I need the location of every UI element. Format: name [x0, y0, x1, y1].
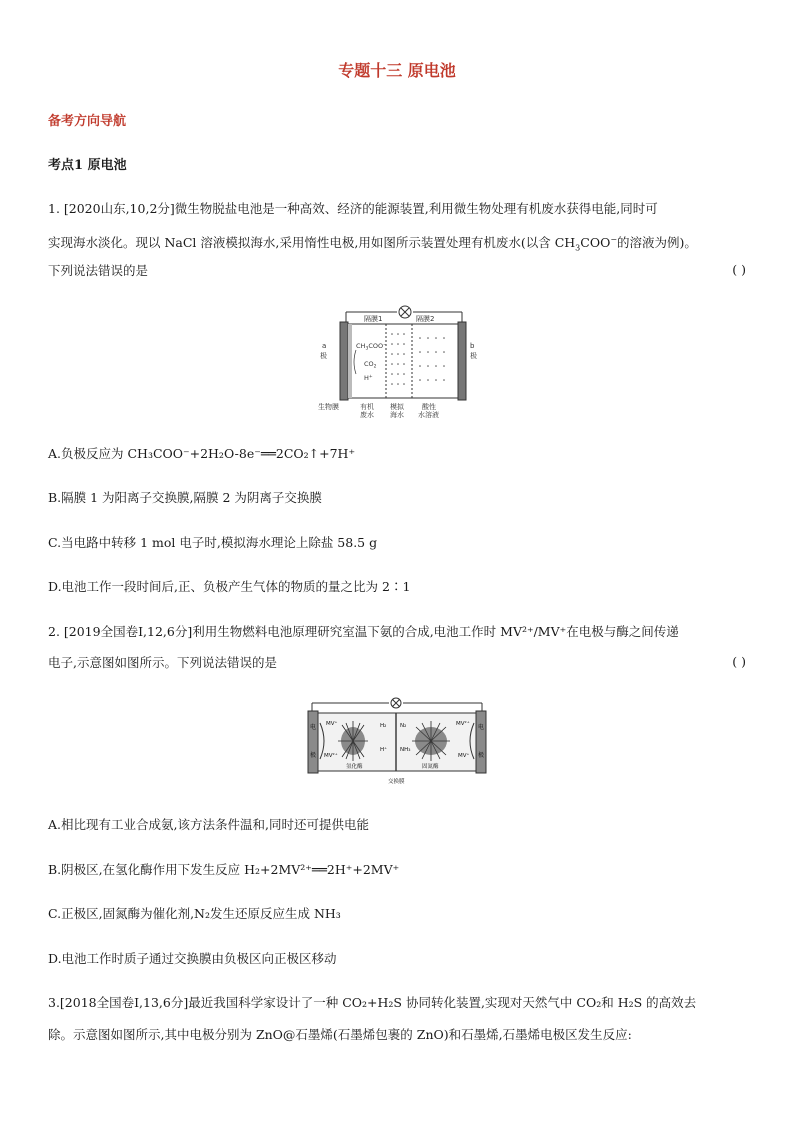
q2-left-electrode: [308, 711, 318, 773]
label-membrane1: 隔膜1: [364, 315, 383, 323]
caption-biofilm: 生物膜: [318, 403, 339, 411]
q2-label-mvplus-left: MV⁺: [326, 721, 338, 727]
q2-label-enzyme2: 固氮酶: [422, 764, 439, 770]
q1-option-c: C.当电路中转移 1 mol 电子时,模拟海水理论上除盐 58.5 g: [48, 535, 378, 550]
q2-label-nh3: NH₃: [400, 747, 411, 753]
q2-label-enzyme1: 氢化酶: [346, 764, 363, 770]
q2-stem-line1: 2. [2019全国卷Ⅰ,12,6分]利用生物燃料电池原理研究室温下氨的合成,电池工作时 MV²⁺/MV⁺在电极与酶之间传递: [48, 624, 679, 639]
label-a-pole: 极: [320, 352, 327, 360]
q2-label-h2: H₂: [380, 723, 387, 729]
electrode-a: [340, 322, 348, 400]
q2-option-c: C.正极区,固氮酶为催化剂,N₂发生还原反应生成 NH₃: [48, 906, 341, 921]
caption-acid1: 酸性: [422, 403, 436, 411]
label-co2: $CO_2$: [364, 360, 377, 370]
q1-stem-line3: 下列说法错误的是: [48, 263, 149, 278]
q2-label-n2: N₂: [400, 723, 407, 729]
caption-organic2: 废水: [360, 411, 374, 418]
label-b-pole: 极: [470, 352, 477, 360]
electrode-b: [458, 322, 466, 400]
label-ch3coo: $CH_3COO^-$: [356, 342, 387, 352]
q2-answer-paren: ( ): [732, 654, 746, 669]
q2-label-left1: 电: [310, 724, 317, 731]
caption-sea2: 海水: [390, 411, 404, 418]
q1-option-b: B.隔膜 1 为阳离子交换膜,隔膜 2 为阴离子交换膜: [48, 490, 322, 505]
label-hplus: H+: [364, 374, 373, 382]
section-heading: 备考方向导航: [48, 114, 127, 129]
q2-option-d: D.电池工作时质子通过交换膜由负极区向正极区移动: [48, 951, 337, 966]
q2-label-membrane: 交换膜: [388, 779, 405, 785]
q2-label-mvplus-right: MV⁺: [458, 753, 470, 759]
q2-label-hplus: H⁺: [380, 747, 388, 753]
caption-sea1: 模拟: [390, 403, 404, 411]
q1-option-a: A.负极反应为 CH₃COO⁻+2H₂O-8e⁻══2CO₂↑+7H⁺: [48, 446, 356, 461]
q2-label-mv2plus-left: MV²⁺: [324, 753, 338, 759]
topic-heading: 考点1 原电池: [48, 158, 127, 173]
q2-option-b: B.阴极区,在氢化酶作用下发生反应 H₂+2MV²⁺══2H⁺+2MV⁺: [48, 862, 400, 877]
q1-stem-line1: 1. [2020山东,10,2分]微生物脱盐电池是一种高效、经济的能源装置,利用微生物处理有机废水获得电能,同时可: [48, 201, 658, 216]
q2-label-left2: 极: [310, 752, 317, 759]
label-b: b: [470, 342, 475, 350]
q2-option-a: A.相比现有工业合成氨,该方法条件温和,同时还可提供电能: [48, 817, 369, 832]
caption-organic1: 有机: [360, 403, 374, 411]
q2-figure: [306, 695, 488, 787]
q2-label-mv2plus-right: MV²⁺: [456, 721, 470, 727]
q1-answer-paren: ( ): [732, 262, 746, 277]
q1-stem-line2: 实现海水淡化。现以 NaCl 溶液模拟海水,采用惰性电极,用如图所示装置处理有机废水(以含 $CH_3COO^-$的溶液为例)。: [48, 235, 697, 253]
q1-option-d: D.电池工作一段时间后,正、负极产生气体的物质的量之比为 2∶1: [48, 579, 411, 594]
q3-stem-line2: 除。示意图如图所示,其中电极分别为 ZnO@石墨烯(石墨烯包裹的 ZnO)和石墨烯,石墨烯电极区发生反应:: [48, 1027, 632, 1042]
q2-stem-line2: 电子,示意图如图所示。下列说法错误的是: [48, 655, 277, 670]
q3-stem-line1: 3.[2018全国卷Ⅰ,13,6分]最近我国科学家设计了一种 CO₂+H₂S 协同转化装置,实现对天然气中 CO₂和 H₂S 的高效去: [48, 995, 697, 1010]
label-membrane2: 隔膜2: [416, 315, 435, 323]
page-title: 专题十三 原电池: [338, 61, 456, 80]
q2-right-electrode: [476, 711, 486, 773]
caption-acid2: 水溶液: [418, 411, 439, 418]
q2-label-right1: 电: [478, 724, 485, 731]
q1-figure: [312, 300, 482, 418]
label-a: a: [322, 342, 327, 350]
q2-label-right2: 极: [478, 752, 485, 759]
